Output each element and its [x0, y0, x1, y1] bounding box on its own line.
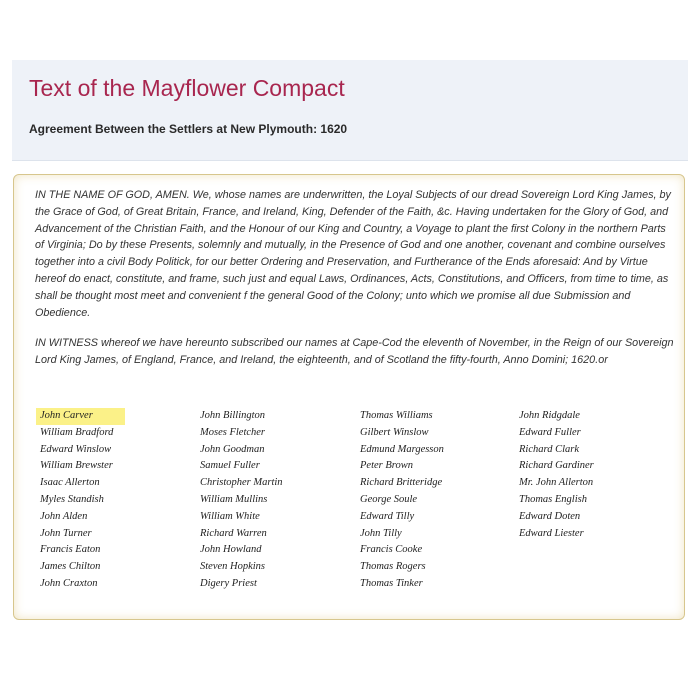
signer-name: Gilbert Winslow: [360, 426, 429, 438]
signer-name: Peter Brown: [360, 460, 413, 472]
signer-name: Richard Clark: [519, 443, 579, 455]
signer-name: Digery Priest: [200, 577, 257, 589]
signer-name: Richard Gardiner: [519, 460, 594, 472]
page-header: [12, 60, 688, 161]
signer-name: Thomas Williams: [360, 410, 433, 421]
signer-name: Edward Doten: [519, 510, 581, 522]
signer-name: Francis Cooke: [360, 544, 423, 556]
signer-name: Samuel Fuller: [200, 460, 260, 472]
signer-name: Steven Hopkins: [200, 561, 266, 573]
page-title: Text of the Mayflower Compact: [29, 75, 345, 101]
signer-name: John Craxton: [40, 577, 98, 589]
signer-name: Mr. John Allerton: [519, 477, 594, 489]
signer-name: John Turner: [40, 527, 92, 539]
signer-name: Isaac Allerton: [40, 477, 100, 489]
signer-name: John Howland: [200, 544, 262, 556]
signer-name: William Mullins: [200, 493, 268, 505]
signer-name: George Soule: [360, 493, 418, 505]
signer-name: John Tilly: [360, 527, 402, 539]
signer-name: William White: [200, 510, 260, 522]
signers-column-1: [40, 408, 200, 593]
witness-paragraph: IN WITNESS whereof we have hereunto subscribed our names at Cape-Cod the eleventh of November, in the Reign of our Sovereign Lord King James, of England, France, and Ireland, the eighteenth, and of Scotland the fifty-fourth, Anno Domini; 1620.or: [35, 337, 674, 366]
signer-name: Thomas Rogers: [360, 561, 426, 573]
signer-name: Edward Winslow: [40, 443, 112, 455]
signers-column-3: [360, 408, 520, 593]
signer-name: Richard Britteridge: [360, 477, 443, 489]
compact-text-box: [13, 174, 685, 620]
signer-name: Thomas Tinker: [360, 577, 423, 589]
signers-column-2: [200, 408, 360, 593]
signer-name: Richard Warren: [200, 527, 267, 539]
signer-name: John Alden: [40, 510, 88, 522]
signer-name: Thomas English: [519, 493, 587, 505]
signer-name: Francis Eaton: [40, 544, 101, 556]
signer-name: Edward Fuller: [519, 426, 581, 438]
signer-name: Christopher Martin: [200, 477, 283, 489]
signer-name-highlighted: John Carver: [36, 408, 125, 425]
signer-name: Edward Tilly: [360, 510, 415, 522]
signer-name: Edmund Margesson: [360, 443, 444, 455]
signer-name: John Ridgdale: [519, 410, 580, 421]
signer-name: Edward Liester: [519, 527, 584, 539]
signer-name: William Brewster: [40, 460, 113, 472]
signer-name: John Goodman: [200, 443, 265, 455]
signer-name: John Billington: [200, 410, 266, 421]
signer-name: William Bradford: [40, 426, 114, 438]
signer-name: Moses Fletcher: [200, 426, 266, 438]
page-subtitle: Agreement Between the Settlers at New Plymouth: 1620: [29, 122, 348, 136]
compact-paragraph: IN THE NAME OF GOD, AMEN. We, whose names are underwritten, the Loyal Subjects of our dread Sovereign Lord King James, by the Grace of God, of Great Britain, France, and Ireland, King, Defender of the Faith, &c. Having undertaken for the Glory of God, and Advancement of the Christian Faith, and the Honour of our King and Country, a Voyage to plant the first Colony in the northern Parts of Virginia; Do by these Presents, solemnly and mutually, in the Presence of God and one another, covenant and combine ourselves together into a civil Body Politick, for our better Ordering and Preservation, and Furtherance of the Ends aforesaid: And by Virtue hereof do enact, constitute, and frame, such just and equal Laws, Ordinances, Acts, Constitutions, and Officers, from time to time, as shall be thought most meet and convenient f the general Good of the Colony; unto which we promise all due Submission and Obedience.: [35, 189, 671, 319]
signer-name: Myles Standish: [40, 493, 104, 505]
signers-column-4: [519, 408, 679, 542]
signer-name: James Chilton: [40, 561, 101, 573]
